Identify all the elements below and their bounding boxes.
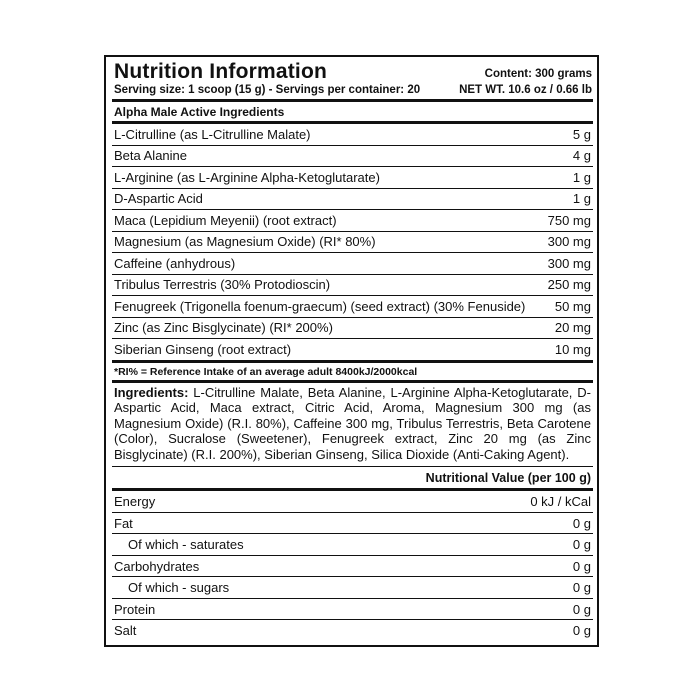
row-name: L-Arginine (as L-Arginine Alpha-Ketoglutarate) (114, 169, 380, 185)
row-name: Caffeine (anhydrous) (114, 255, 236, 271)
nutrition-label-panel (104, 55, 599, 647)
row-amount: 0 g (572, 515, 591, 531)
row-amount: 250 mg (547, 277, 591, 293)
row-amount: 0 g (572, 601, 591, 617)
row-name: Magnesium (as Magnesium Oxide) (RI* 80%) (114, 234, 376, 250)
row-name: Of which - sugars (128, 580, 230, 596)
row-amount: 10 mg (554, 341, 591, 357)
ingredients-paragraph (112, 383, 593, 468)
table-row (112, 167, 593, 189)
label-header (112, 57, 593, 99)
nutritional-value-heading: Nutritional Value (per 100 g) (112, 467, 593, 491)
row-amount: 1 g (572, 191, 591, 207)
row-name: Beta Alanine (114, 148, 188, 164)
row-amount: 0 g (572, 623, 591, 639)
row-name: L-Citrulline (as L-Citrulline Malate) (114, 126, 311, 142)
table-row (112, 513, 593, 535)
row-amount: 5 g (572, 126, 591, 142)
row-amount: 1 g (572, 169, 591, 185)
row-name: Of which - saturates (128, 537, 244, 553)
table-row (112, 534, 593, 556)
active-ingredients-heading: Alpha Male Active Ingredients (112, 102, 593, 124)
row-name: Protein (114, 601, 156, 617)
row-name: Salt (114, 623, 137, 639)
row-amount: 300 mg (547, 234, 591, 250)
row-name: Maca (Lepidium Meyenii) (root extract) (114, 212, 337, 228)
table-row (112, 577, 593, 599)
serving-info: Serving size: 1 scoop (15 g) - Servings per container: 20 (114, 84, 421, 96)
content-weight: Content: 300 grams (484, 68, 592, 80)
row-amount: 0 g (572, 558, 591, 574)
net-weight: NET WT. 10.6 oz / 0.66 lb (459, 84, 592, 96)
table-row (112, 296, 593, 318)
table-row (112, 146, 593, 168)
ingredients-label: Ingredients: (114, 384, 189, 400)
row-name: Fat (114, 515, 133, 531)
row-amount: 20 mg (554, 320, 591, 336)
row-name: Zinc (as Zinc Bisglycinate) (RI* 200%) (114, 320, 333, 336)
row-amount: 300 mg (547, 255, 591, 271)
row-name: Energy (114, 494, 156, 510)
row-amount: 0 kJ / kCal (530, 494, 591, 510)
table-row (112, 620, 593, 641)
row-name: D-Aspartic Acid (114, 191, 203, 207)
table-row (112, 491, 593, 513)
table-row (112, 556, 593, 578)
table-row (112, 339, 593, 360)
row-amount: 0 g (572, 537, 591, 553)
table-row (112, 232, 593, 254)
row-amount: 750 mg (547, 212, 591, 228)
table-row (112, 275, 593, 297)
ri-note: *RI% = Reference Intake of an average adult 8400kJ/2000kcal (112, 360, 593, 383)
table-row (112, 210, 593, 232)
table-row (112, 253, 593, 275)
row-amount: 4 g (572, 148, 591, 164)
table-row (112, 318, 593, 340)
label-title: Nutrition Information (114, 60, 328, 83)
row-amount: 0 g (572, 580, 591, 596)
table-row (112, 124, 593, 146)
row-name: Siberian Ginseng (root extract) (114, 341, 292, 357)
nutritional-value-table (112, 491, 593, 641)
ingredients-text: L-Citrulline Malate, Beta Alanine, L-Arginine Alpha-Ketoglutarate, D-Aspartic Acid, Maca extract, Citric Acid, Aroma, Magnesium 300 mg (as Magnesium Oxide) (R.I. 80%), Caffeine 300 mg, Tribulus Terrestris, Beta Carotene (Color), Sucralose (Sweetener), Fenugreek extract, Zinc 20 mg (as Zinc Bisglycinate) (R.I. 200%), Siberian Ginseng, Silica Dioxide (Anti-Caking Agent). (114, 384, 591, 462)
row-name: Tribulus Terrestris (30% Protodioscin) (114, 277, 331, 293)
row-name: Fenugreek (Trigonella foenum-graecum) (seed extract) (30% Fenuside) (114, 298, 526, 314)
row-amount: 50 mg (554, 298, 591, 314)
row-name: Carbohydrates (114, 558, 200, 574)
table-row (112, 599, 593, 621)
table-row (112, 189, 593, 211)
active-ingredients-table (112, 124, 593, 360)
